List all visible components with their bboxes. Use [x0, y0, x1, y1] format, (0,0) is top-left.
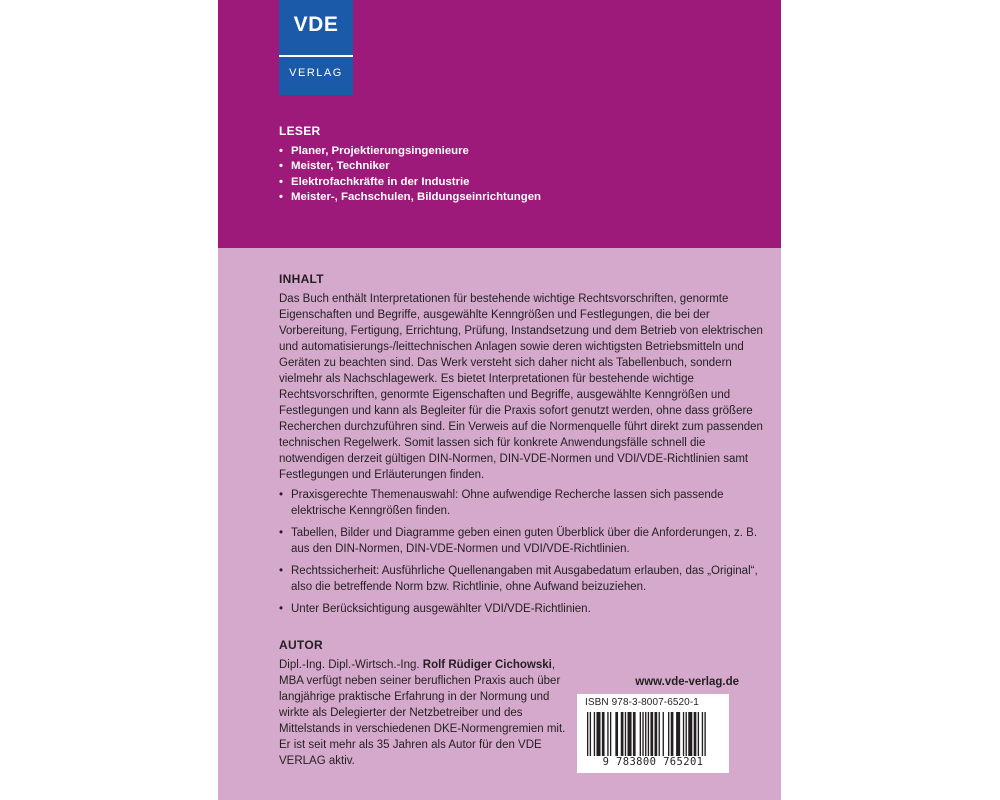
author-prefix: Dipl.-Ing. Dipl.-Wirtsch.-Ing. — [279, 659, 423, 671]
logo-divider — [279, 55, 353, 57]
readers-section — [279, 124, 759, 205]
readers-band — [218, 0, 781, 248]
isbn-label: ISBN 978-3-8007-6520-1 — [585, 697, 699, 708]
vde-logo — [279, 0, 353, 95]
contents-section — [279, 272, 765, 623]
contents-bullet: • Unter Berücksichtigung ausgewählter VDI/VDE-Richtlinien. — [279, 601, 765, 617]
readers-item: • Planer, Projektierungsingenieure — [279, 144, 759, 159]
logo-brand: VDE — [293, 13, 339, 36]
contents-bullet: • Rechtssicherheit: Ausführliche Quellenangaben mit Ausgabedatum erlauben, das „Original“, also die betreffende Norm bzw. Richtlinie, ohne Aufwand beizuziehen. — [279, 563, 765, 595]
author-heading: AUTOR — [279, 638, 323, 652]
readers-heading: LESER — [279, 124, 321, 138]
contents-bullets — [279, 487, 765, 617]
author-bio-text: , MBA verfügt neben seiner beruflichen Praxis auch über langjährige praktische Erfahrung in der Normung und wirkte als Delegierter der Netzbetreiber und des Mittelstands in verschiedenen DKE-Normengremien mit. Er ist seit mehr als 35 Jahren als Autor für den VDE VERLAG aktiv. — [279, 659, 566, 767]
publisher-url[interactable]: www.vde-verlag.de — [635, 676, 739, 688]
book-back-cover — [218, 0, 781, 800]
author-name: Rolf Rüdiger Cichowski — [422, 659, 552, 671]
contents-bullet: • Praxisgerechte Themenauswahl: Ohne aufwendige Recherche lassen sich passende elektrische Kenngrößen finden. — [279, 487, 765, 519]
barcode-icon — [585, 712, 721, 756]
barcode-digits: 9 783800 765201 — [602, 756, 704, 768]
logo-subtitle: VERLAG — [289, 67, 343, 79]
readers-item: • Elektrofachkräfte in der Industrie — [279, 175, 759, 190]
contents-heading: INHALT — [279, 272, 324, 286]
isbn-barcode-box — [577, 694, 729, 773]
contents-bullet: • Tabellen, Bilder und Diagramme geben einen guten Überblick über die Anforderungen, z. B. aus den DIN-Normen, DIN-VDE-Normen und VDI/VDE-Richtlinien. — [279, 525, 765, 557]
author-bio — [279, 657, 579, 769]
readers-item: • Meister, Techniker — [279, 159, 759, 174]
author-section — [279, 638, 579, 769]
readers-list — [279, 144, 759, 205]
readers-item: • Meister-, Fachschulen, Bildungseinrichtungen — [279, 190, 759, 205]
contents-paragraph: Das Buch enthält Interpretationen für bestehende wichtige Rechtsvorschriften, genormte Eigenschaften und Begriffe, ausgewählte Kenngrößen und Festlegungen, die bei der Vorbereitung, Fertigung, Errichtung, Prüfung, Instandsetzung und dem Betrieb von elektrischen und automatisierungs-/leittechnischen Anlagen sowie deren wichtigsten Betriebsmitteln und Geräten zu beachten sind. Das Werk versteht sich daher nicht als Tabellenbuch, sondern vielmehr als Nachschlagewerk. Es bietet Interpretationen für bestehende wichtige Rechtsvorschriften, genormte Eigenschaften und Begriffe, ausgewählte Kenngrößen und Festlegungen und kann als Begleiter für die Praxis sofort genutzt werden, ohne dass größere Recherchen durchzuführen sind. Ein Verweis auf die Normenquelle führt direkt zum passenden technischen Regelwerk. Somit lassen sich für konkrete Anwendungsfälle schnell die notwendigen derzeit gültigen DIN-Normen, DIN-VDE-Normen und VDI/VDE-Richtlinien samt Festlegungen und Erläuterungen finden. — [279, 293, 763, 481]
